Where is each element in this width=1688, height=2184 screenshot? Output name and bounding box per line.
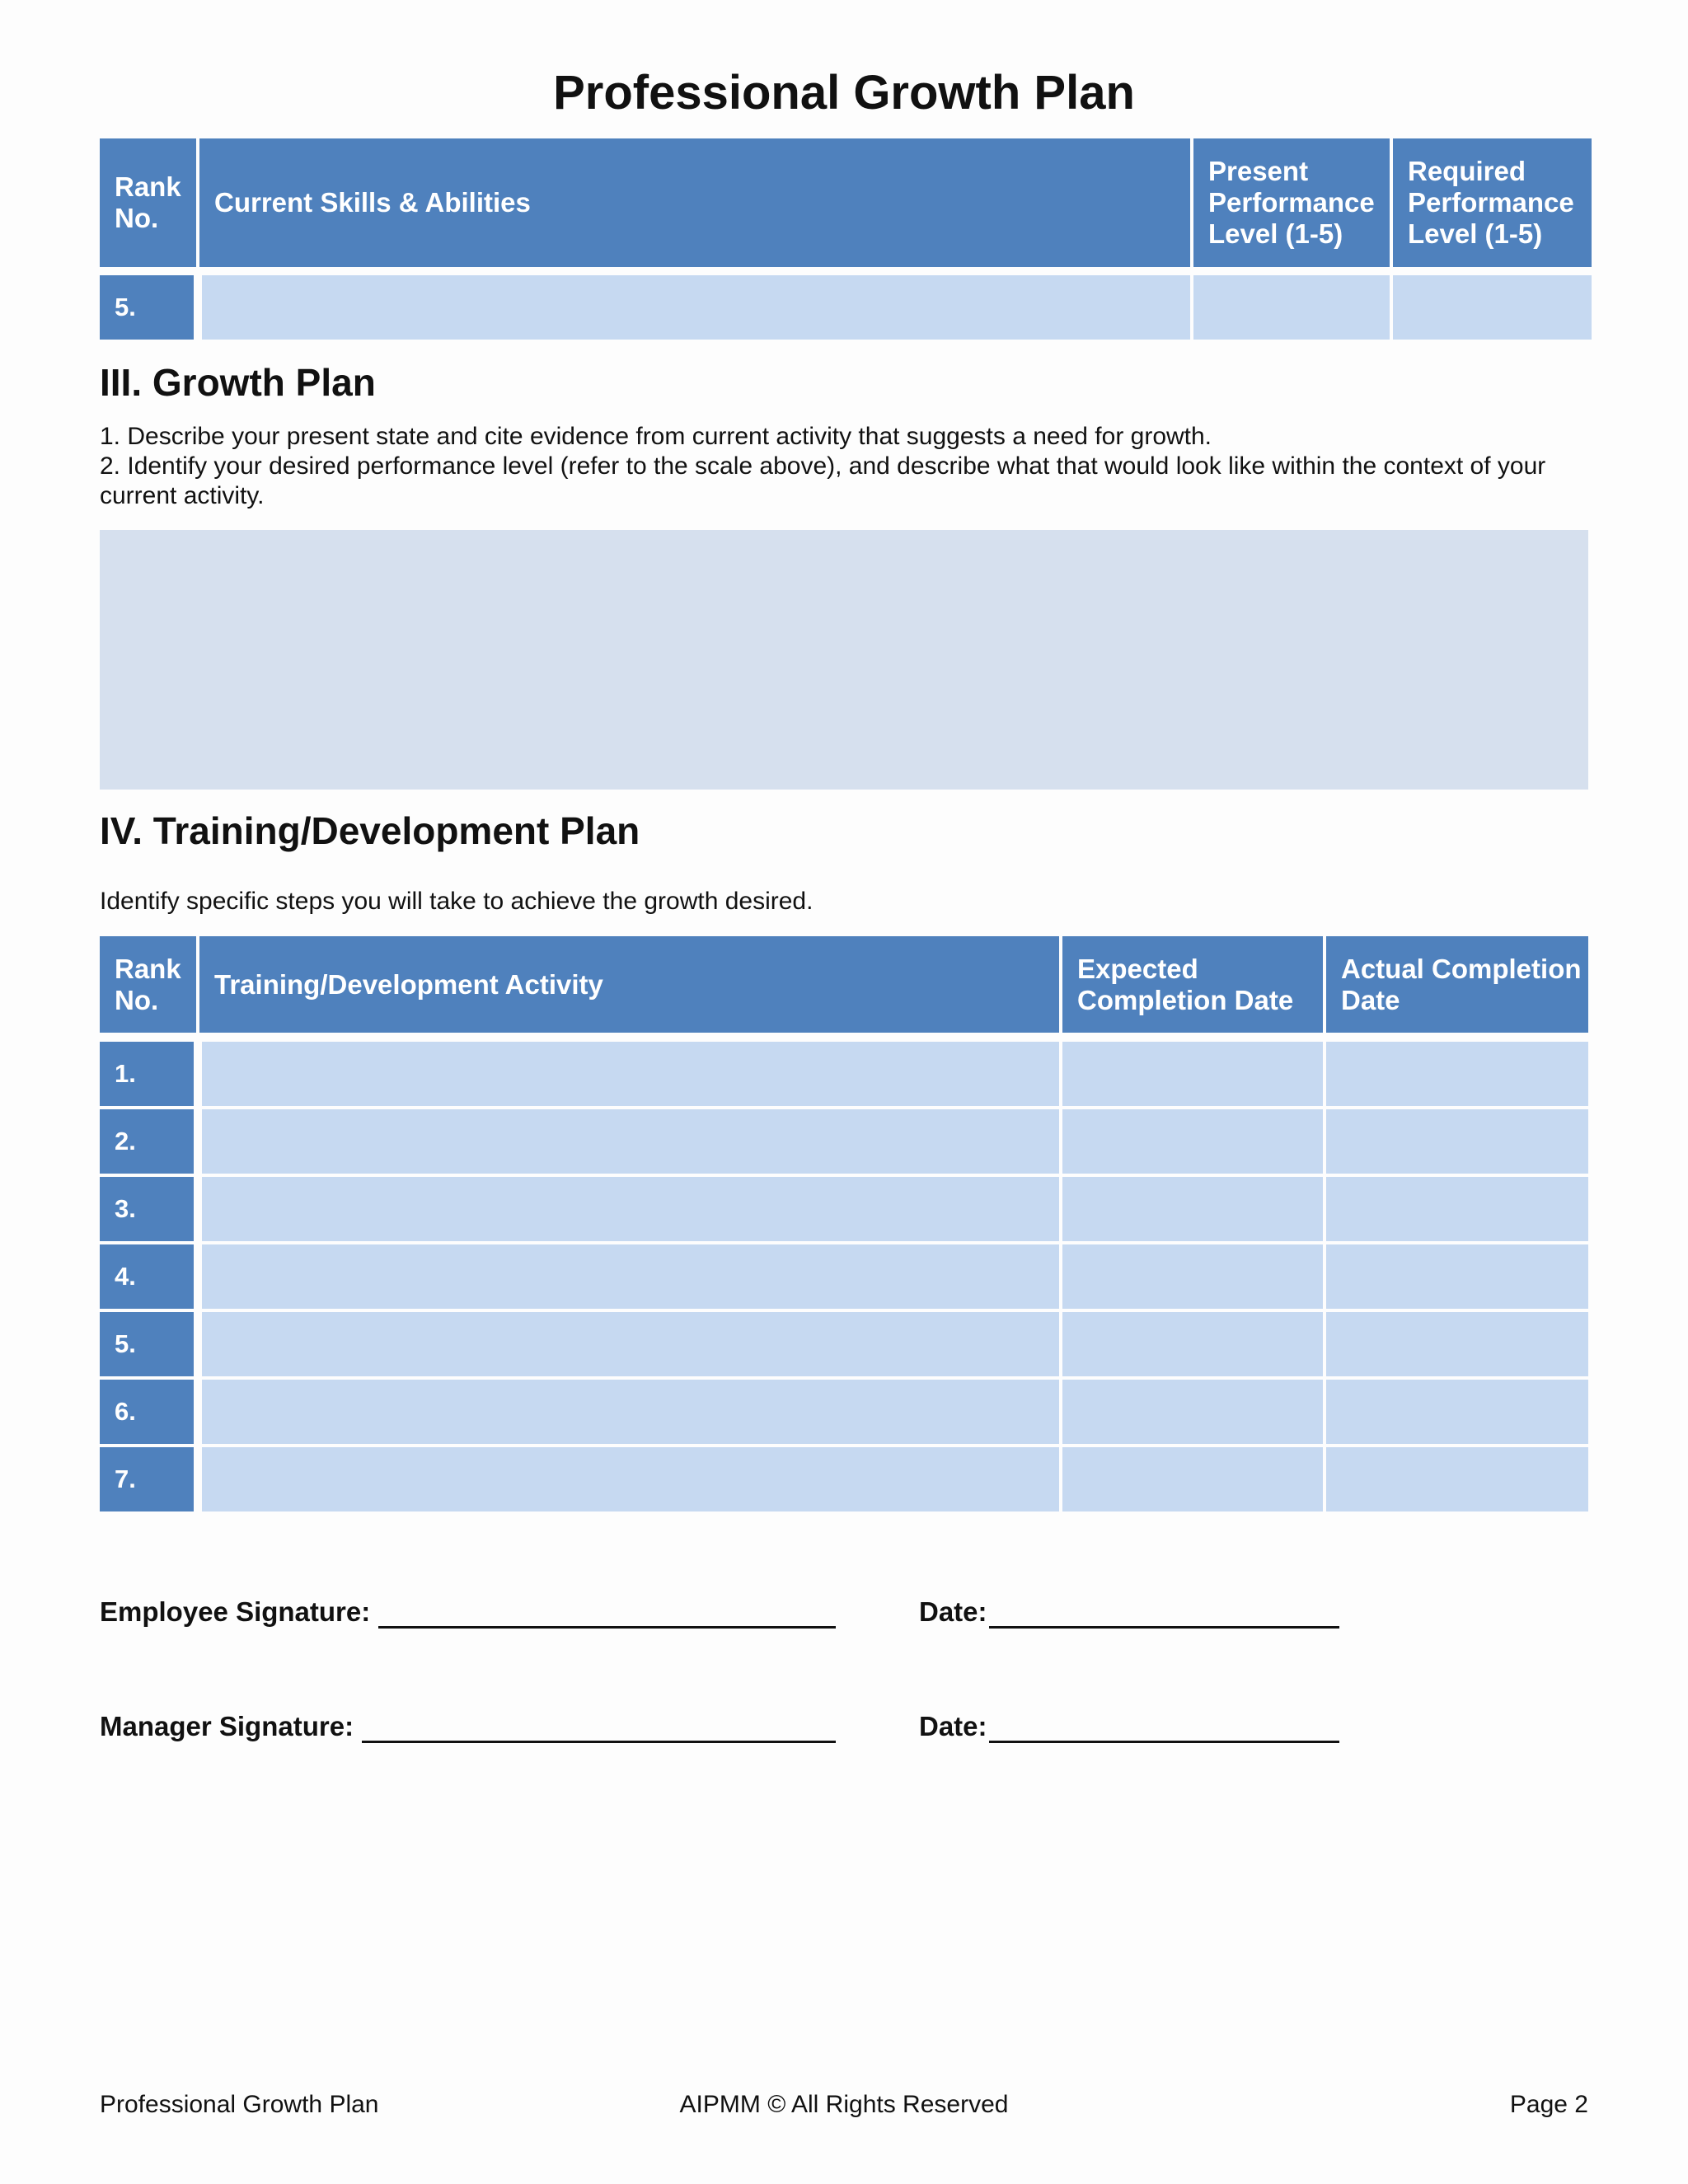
expected-date-input[interactable] bbox=[1062, 1109, 1323, 1174]
header-present-level: Present Performance Level (1-5) bbox=[1193, 138, 1390, 267]
employee-date-label: Date: bbox=[919, 1596, 987, 1627]
activity-input[interactable] bbox=[202, 1380, 1059, 1444]
header-activity: Training/Development Activity bbox=[199, 936, 1059, 1033]
activity-input[interactable] bbox=[202, 1447, 1059, 1511]
rank-cell: 7. bbox=[100, 1447, 194, 1511]
expected-date-input[interactable] bbox=[1062, 1447, 1323, 1511]
manager-signature-row bbox=[100, 1710, 836, 1743]
rank-cell: 5. bbox=[100, 1312, 194, 1376]
rank-cell: 1. bbox=[100, 1042, 194, 1106]
manager-signature-line[interactable] bbox=[362, 1716, 836, 1743]
growth-plan-heading: III. Growth Plan bbox=[100, 361, 376, 404]
required-level-input[interactable] bbox=[1393, 275, 1592, 340]
activity-input[interactable] bbox=[202, 1042, 1059, 1106]
employee-signature-row bbox=[100, 1596, 836, 1629]
header-expected-date: Expected Completion Date bbox=[1062, 936, 1323, 1033]
actual-date-input[interactable] bbox=[1326, 1177, 1588, 1241]
manager-date-row bbox=[919, 1710, 1339, 1743]
expected-date-input[interactable] bbox=[1062, 1312, 1323, 1376]
employee-date-row bbox=[919, 1596, 1339, 1629]
manager-date-line[interactable] bbox=[989, 1716, 1339, 1743]
expected-date-input[interactable] bbox=[1062, 1177, 1323, 1241]
rank-cell: 3. bbox=[100, 1177, 194, 1241]
manager-date-label: Date: bbox=[919, 1711, 987, 1741]
employee-signature-line[interactable] bbox=[378, 1601, 836, 1629]
actual-date-input[interactable] bbox=[1326, 1380, 1588, 1444]
header-current-skills: Current Skills & Abilities bbox=[199, 138, 1190, 267]
actual-date-input[interactable] bbox=[1326, 1109, 1588, 1174]
expected-date-input[interactable] bbox=[1062, 1042, 1323, 1106]
header-rank: Rank No. bbox=[100, 138, 196, 267]
growth-plan-instruction-2: 2. Identify your desired performance level (refer to the scale above), and describe what that would look like within the context of your current activity. bbox=[100, 452, 1546, 509]
rank-cell: 4. bbox=[100, 1244, 194, 1309]
footer-page-number: Page 2 bbox=[1509, 2091, 1588, 2118]
page-title: Professional Growth Plan bbox=[553, 66, 1135, 120]
rank-cell: 2. bbox=[100, 1109, 194, 1174]
activity-input[interactable] bbox=[202, 1109, 1059, 1174]
rank-cell: 5. bbox=[100, 275, 194, 340]
growth-plan-response-box[interactable] bbox=[100, 530, 1588, 790]
rank-cell: 6. bbox=[100, 1380, 194, 1444]
growth-plan-instruction-1: 1. Describe your present state and cite evidence from current activity that suggests a need for growth. bbox=[100, 423, 1212, 450]
expected-date-input[interactable] bbox=[1062, 1244, 1323, 1309]
actual-date-input[interactable] bbox=[1326, 1312, 1588, 1376]
header-actual-date: Actual Completion Date bbox=[1326, 936, 1588, 1033]
header-rank: Rank No. bbox=[100, 936, 196, 1033]
activity-input[interactable] bbox=[202, 1244, 1059, 1309]
activity-input[interactable] bbox=[202, 1312, 1059, 1376]
footer-left: Professional Growth Plan bbox=[100, 2091, 379, 2118]
employee-date-line[interactable] bbox=[989, 1601, 1339, 1629]
footer-center: AIPMM © All Rights Reserved bbox=[679, 2091, 1009, 2118]
actual-date-input[interactable] bbox=[1326, 1244, 1588, 1309]
expected-date-input[interactable] bbox=[1062, 1380, 1323, 1444]
skill-input[interactable] bbox=[202, 275, 1190, 340]
header-required-level: Required Performance Level (1-5) bbox=[1393, 138, 1592, 267]
training-plan-instruction: Identify specific steps you will take to achieve the growth desired. bbox=[100, 888, 814, 915]
activity-input[interactable] bbox=[202, 1177, 1059, 1241]
present-level-input[interactable] bbox=[1193, 275, 1390, 340]
manager-signature-label: Manager Signature: bbox=[100, 1711, 354, 1741]
training-plan-heading: IV. Training/Development Plan bbox=[100, 809, 640, 852]
employee-signature-label: Employee Signature: bbox=[100, 1596, 371, 1627]
actual-date-input[interactable] bbox=[1326, 1042, 1588, 1106]
actual-date-input[interactable] bbox=[1326, 1447, 1588, 1511]
